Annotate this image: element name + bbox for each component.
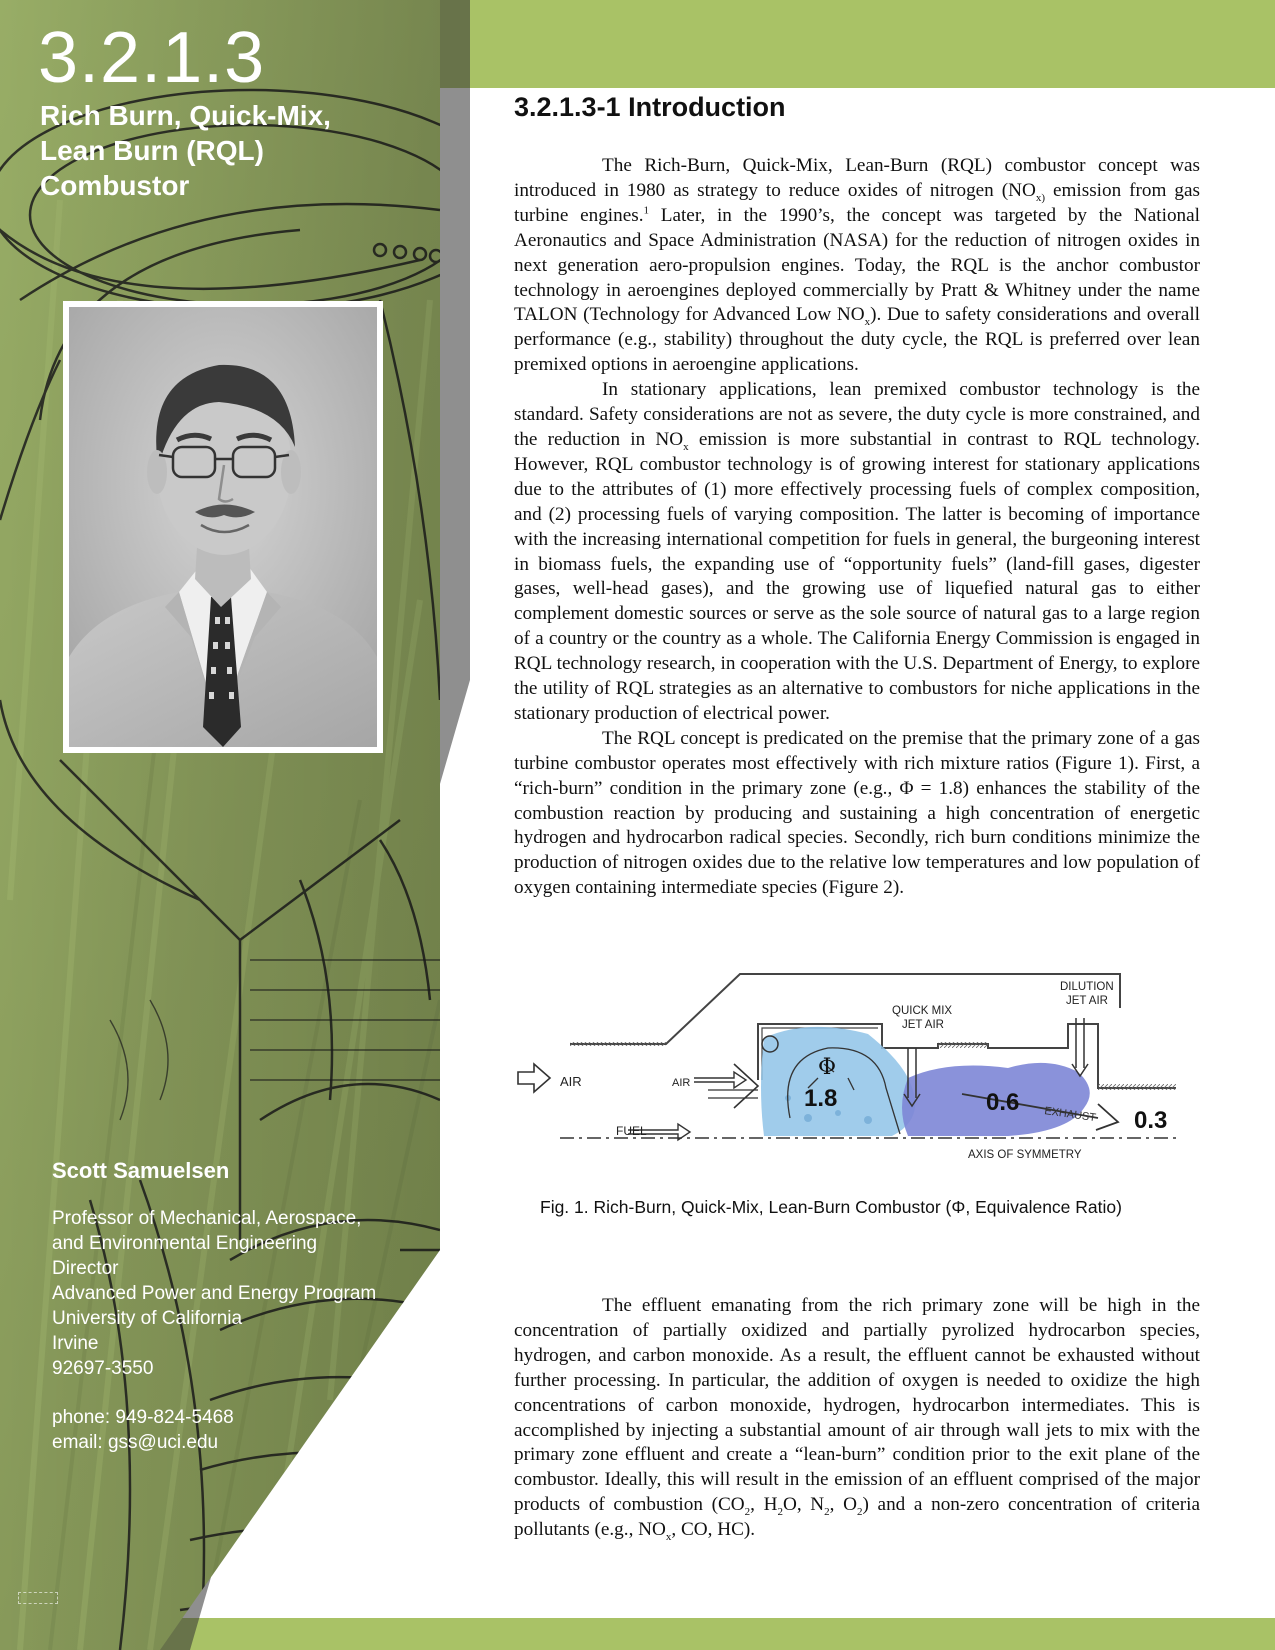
paragraph: The RQL concept is predicated on the premise that the primary zone of a gas turbine combustor operates most effectively with rich mixture ratios (Figure 1). First, a “rich-burn” condition in the primary zone (e.g., Φ = 1.8) enhances the stability of the combustion reaction by producing and sustaining a high concentration of energetic hydrogen and hydrocarbon radical species. Secondly, rich burn conditions minimize the production of nitrogen oxides due to the relative low temperatures and low population of oxygen containing intermediate species (Figure 2). (514, 727, 1200, 899)
author-contact-block (52, 1158, 432, 1455)
author-phone: phone: 949-824-5468 (52, 1407, 234, 1428)
rql-combustor-diagram (508, 968, 1188, 1168)
page-marker (18, 1592, 58, 1604)
author-city-line: Irvine (52, 1333, 99, 1354)
figure-caption: Fig. 1. Rich-Burn, Quick-Mix, Lean-Burn Combustor (Φ, Equivalence Ratio) (540, 1197, 1122, 1217)
label-axis-of-symmetry: AXIS OF SYMMETRY (968, 1149, 1082, 1161)
label-exhaust: EXHAUST (1043, 1105, 1097, 1125)
label-dilution-jet: JET AIR (1066, 995, 1108, 1007)
rich-burn-zone (761, 1027, 915, 1136)
label-quick-mix-jet: JET AIR (902, 1019, 944, 1031)
label-dilution: DILUTION (1060, 981, 1114, 993)
label-phi-rich: 1.8 (804, 1085, 838, 1112)
intro-text-top (514, 154, 1200, 901)
label-quick-mix: QUICK MIX (892, 1005, 953, 1017)
paragraph: In stationary applications, lean premixed combustor technology is the standard. Safety considerations are not as severe, the duty cycle is more constrained, and the reduction in $NO_x$ emission is more substantial in contrast to RQL technology. However, RQL combustor technology is of growing interest for stationary applications due to the attributes of (1) more effectively processing fuels of complex composition, and (2) processing fuels of varying composition. The latter is becoming of importance with the increasing international competition for fuels in general, the burgeoning interest in biomass fuels, the expanding use of “opportunity fuels” (land-fill gases, digester gases, well-head gases), and the growing use of liquefied natural gas to either complement domestic sources or serve as the sole source of natural gas to a large region of a country or the country as a whole. The California Energy Commission is engaged in RQL technology research, in cooperation with the U.S. Department of Energy, to explore the utility of RQL strategies as an alternative to combustors for niche applications in the stationary production of electrical power. (514, 379, 1200, 724)
section-title: Rich Burn, Quick-Mix, Lean Burn (RQL) Combustor (40, 100, 331, 201)
left-sidebar (0, 0, 470, 1650)
portrait-photo (69, 307, 377, 747)
label-fuel: FUEL (616, 1124, 647, 1138)
label-air-left: AIR (560, 1074, 582, 1089)
paragraph: The Rich-Burn, Quick-Mix, Lean-Burn (RQL) combustor concept was introduced in 1980 as strategy to reduce oxides of nitrogen ($NO_{x)}$ emission from gas turbine engines.$^1$ Later, in the 1990’s, the concept was targeted by the National Aeronautics and Space Administration (NASA) for the reduction of nitrogen oxides in next generation aero-propulsion engines. Today, the RQL is the anchor combustor technology in aeroengines deployed commercially by Pratt & Whitney under the name TALON (Technology for Advanced Low $NO_x$). Due to safety considerations and overall performance (e.g., stability) throughout the duty cycle, the RQL is preferred over lean premixed options in aeroengine applications. (514, 155, 1200, 376)
label-phi-symbol: Φ (818, 1055, 837, 1080)
author-zip-line: 92697-3550 (52, 1358, 154, 1379)
label-air-inner: AIR (672, 1077, 691, 1089)
author-role-line: Director (52, 1258, 119, 1279)
section-number: 3.2.1.3 (38, 18, 266, 98)
air-inlet-arrow (518, 1064, 550, 1092)
intro-heading: 3.2.1.3-1 Introduction (514, 92, 786, 122)
author-portrait (63, 301, 383, 753)
intro-text-bottom (514, 1294, 1200, 1543)
author-program-line: Advanced Power and Energy Program (52, 1283, 377, 1304)
author-title-line: and Environmental Engineering (52, 1233, 318, 1254)
author-university-line: University of California (52, 1308, 243, 1329)
author-email[interactable]: email: gss@uci.edu (52, 1432, 219, 1453)
author-title-line: Professor of Mechanical, Aerospace, (52, 1208, 362, 1229)
label-phi-mid: 0.6 (986, 1089, 1020, 1116)
casing-wall (570, 1042, 666, 1046)
label-phi-exit: 0.3 (1134, 1107, 1168, 1134)
paragraph: The effluent emanating from the rich primary zone will be high in the concentration of partially oxidized and partially pyrolized hydrocarbon species, hydrogen, and carbon monoxide. As a result, the effluent cannot be exhausted without further processing. In particular, the addition of oxygen is needed to oxidize the high concentrations of carbon monoxide, hydrogen, hydrocarbon intermediates. This is accomplished by injecting a substantial amount of air through wall jets to mix with the primary zone effluent and create a “lean-burn” condition prior to the exit plane of the combustor. Ideally, this will result in the emission of an effluent comprised of the major products of combustion ($CO_2$, $H_2O$, $N_2$, $O_2$) and a non-zero concentration of criteria pollutants (e.g., $NO_x$, CO, HC). (514, 1295, 1201, 1543)
author-name: Scott Samuelsen (52, 1158, 230, 1183)
